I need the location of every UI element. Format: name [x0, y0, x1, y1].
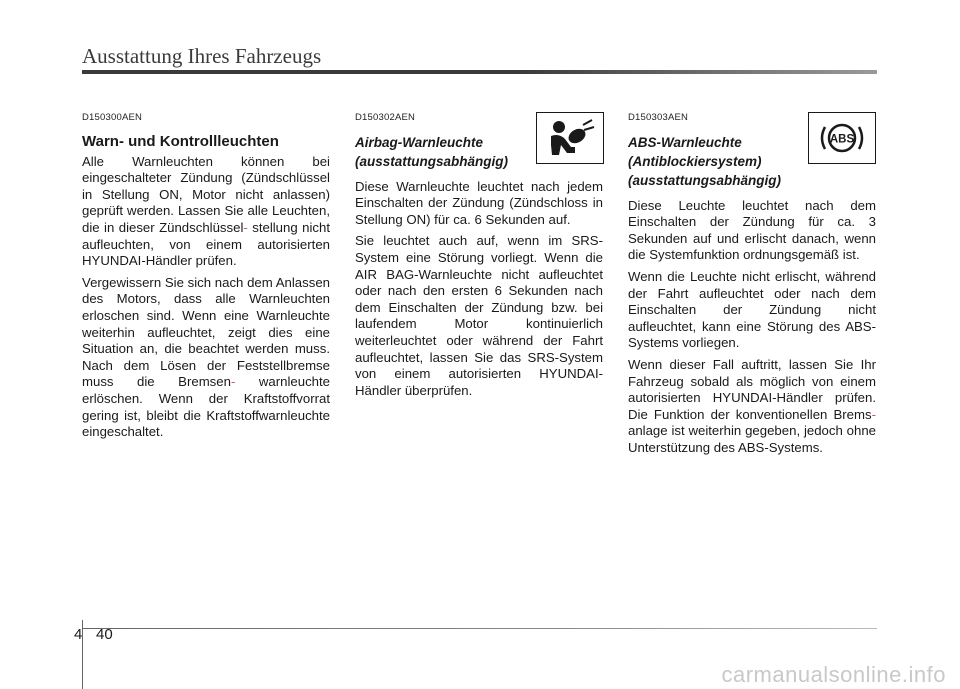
airbag-warning-icon	[536, 112, 604, 164]
paragraph-part: Vergewissern Sie sich nach dem Anlassen des Motors, dass alle Warnleuchten erloschen sind. Wenn eine Warnleuchte weiterhin aufleuchtet, zeigt dies eine Situation an, die beachtet werden muss. Nach dem Lösen der Feststellbremse muss die Bremsen	[82, 274, 330, 390]
section-code: D150300AEN	[82, 112, 143, 123]
paragraph: Sie leuchtet auch auf, wenn im SRS-System eine Störung vorliegt. Wenn die AIR BAG-Warnleuchte nicht aufleuchtet oder nach den ersten 6 Sekunden nach dem Einschalten der Zündung bzw. bei laufendem Motor kontinuierlich weiterleuchtet oder während der Fahrt aufleuchtet, lassen Sie das SRS-System von einem autorisierten HYUNDAI-Händler überprüfen.	[355, 233, 603, 398]
paragraph-part: stellung nicht aufleuchten, von einem autorisierten HYUNDAI-Händler prüfen.	[82, 219, 330, 269]
page-number: 40	[96, 626, 113, 643]
paragraph: Diese Warnleuchte leuchtet nach jedem Einschalten der Zündung (Zündschloss in Stellung ON) für ca. 6 Sekunden auf.	[355, 178, 603, 227]
abs-icon-label: ABS	[829, 133, 855, 146]
section-heading: Airbag-Warnleuchte	[355, 134, 484, 150]
column-warning-lights	[82, 110, 330, 446]
paragraph	[628, 357, 876, 457]
hyphen-mark: -	[871, 406, 876, 422]
paragraph: Diese Leuchte leuchtet nach dem Einschalten der Zündung für ca. 3 Sekunden auf und erlischt danach, wenn die Systemfunktion ordnungsgemäß ist.	[628, 197, 876, 263]
section-heading: Warn- und Kontrollleuchten	[82, 132, 279, 150]
paragraph	[82, 154, 330, 270]
section-heading: ABS-Warnleuchte	[628, 134, 742, 150]
paragraph: Wenn die Leuchte nicht erlischt, während der Fahrt aufleuchtet oder nach dem Einschalten der Zündung nicht aufleuchtet, kann eine Störung des ABS-Systems vorliegen.	[628, 268, 876, 351]
paragraph-part: Alle Warnleuchten können bei eingeschalteter Zündung (Zündschlüssel in Stellung ON, Motor nicht anlassen) geprüft werden. Lassen Sie alle Leuchten, die in dieser Zündschlüssel	[82, 153, 330, 235]
section-code: D150303AEN	[628, 112, 689, 123]
header-rule	[82, 70, 877, 74]
section-heading-sub: (ausstattungsabhängig)	[628, 172, 782, 188]
paragraph-part: warnleuchte erlöschen. Wenn der Kraftstoffvorrat gering ist, bleibt die Kraftstoffwarnleuchte eingeschaltet.	[82, 374, 331, 440]
hyphen-mark: -	[243, 219, 248, 235]
watermark: carmanualsonline.info	[721, 662, 946, 687]
hyphen-mark: -	[230, 374, 236, 390]
section-heading-sub: (ausstattungsabhängig)	[355, 153, 509, 169]
paragraph-part: anlage ist weiterhin gegeben, jedoch ohne Unterstützung des ABS-Systems.	[628, 423, 876, 455]
chapter-number: 4	[74, 626, 83, 643]
abs-warning-icon	[808, 112, 876, 164]
footer-rule	[82, 628, 877, 629]
section-heading-sub: (Antiblockiersystem)	[628, 153, 762, 169]
paragraph	[82, 275, 330, 441]
paragraph-part: Wenn dieser Fall auftritt, lassen Sie Ihr Fahrzeug sobald als möglich von einem autorisierten HYUNDAI-Händler prüfen. Die Funktion der konventionellen Brems	[628, 356, 876, 422]
page-header-title: Ausstattung Ihres Fahrzeugs	[82, 44, 322, 68]
section-code: D150302AEN	[355, 112, 416, 123]
